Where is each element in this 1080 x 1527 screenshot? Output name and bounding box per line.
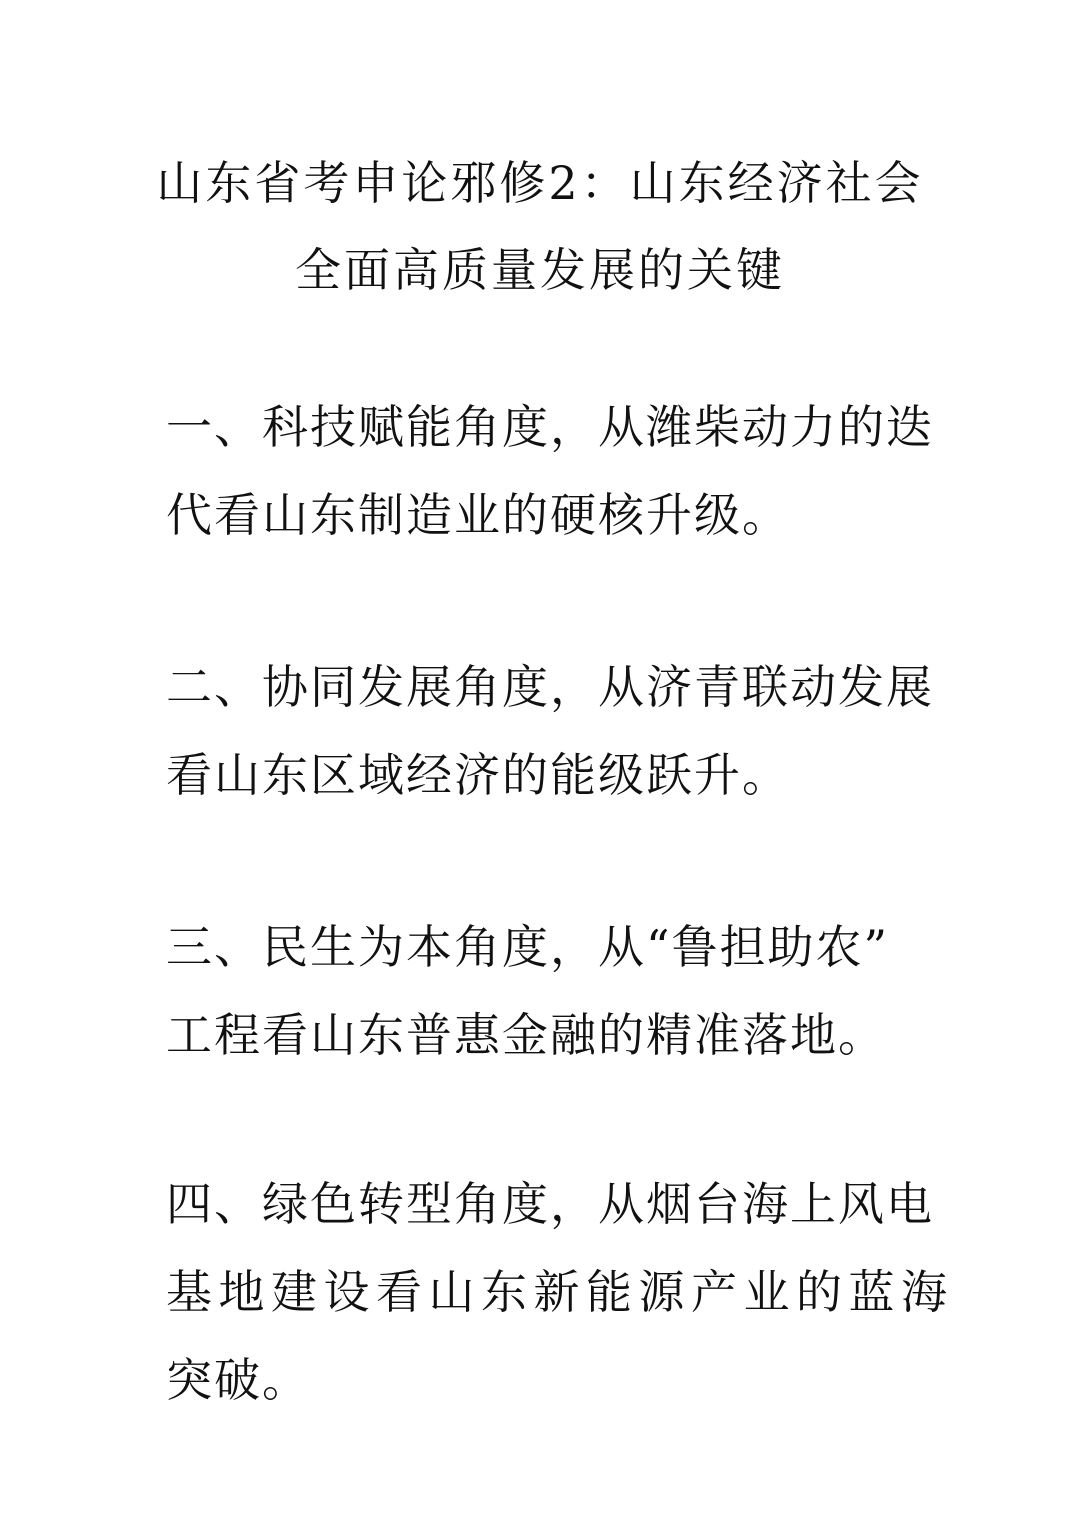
point-1-line-2: 代看山东制造业的硬核升级。 — [166, 488, 790, 542]
point-2-line-2: 看山东区域经济的能级跃升。 — [166, 748, 790, 802]
point-3-livelihood — [166, 903, 926, 1079]
point-2-coordinated-development — [166, 643, 934, 819]
point-1-tech-empowerment — [166, 383, 934, 559]
point-4-green-transition — [166, 1160, 954, 1424]
point-3-line-2: 工程看山东普惠金融的精准落地。 — [166, 1008, 886, 1062]
point-4-line-3: 突破。 — [166, 1353, 310, 1407]
point-1-line-1: 一、科技赋能角度，从潍柴动力的迭 — [166, 400, 934, 454]
title-line-2: 全面高质量发展的关键 — [295, 243, 785, 297]
title-line-1: 山东省考申论邪修2：山东经济社会 — [156, 156, 924, 210]
page-title — [150, 140, 930, 314]
point-4-line-1: 四、绿色转型角度，从烟台海上风电 — [166, 1177, 934, 1231]
point-4-line-2: 基地建设看山东新能源产业的蓝海 — [166, 1265, 954, 1319]
point-2-line-1: 二、协同发展角度，从济青联动发展 — [166, 660, 934, 714]
point-3-line-1: 三、民生为本角度，从“鲁担助农” — [166, 920, 890, 974]
